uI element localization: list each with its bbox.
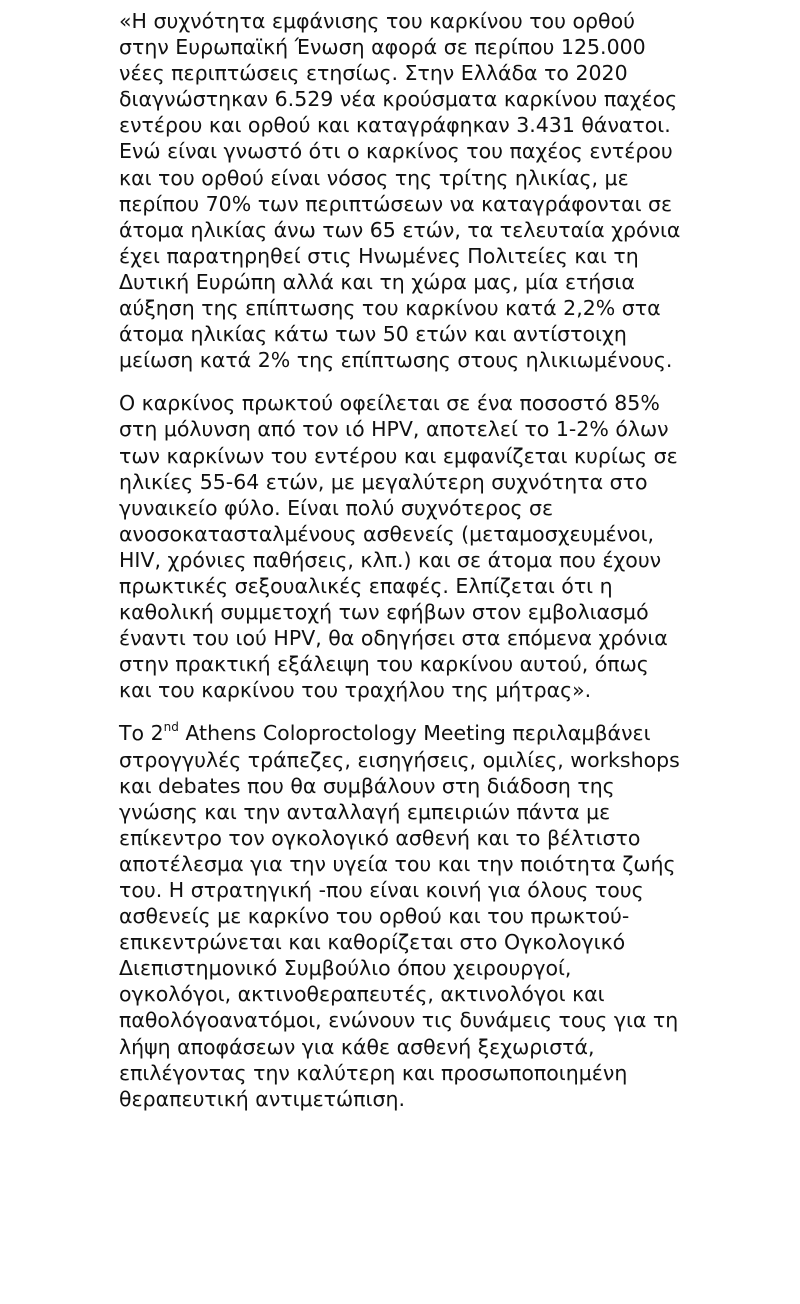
paragraph-anal-cancer: Ο καρκίνος πρωκτού οφείλεται σε ένα ποσοστό 85% στη μόλυνση από τον ιό HPV, αποτελεί το 1-2% όλων των καρκίνων του εντέρου και εμφανίζεται κυρίως σε ηλικίες 55-64 ετών, με μεγαλύτερη συχνότητα στο γυναικείο φύλο. Είναι πολύ συχνότερος σε ανοσοκατασταλμένους ασθενείς (μεταμοσχευμένοι, HIV, χρόνιες παθήσεις, κλπ.) και σε άτομα που έχουν πρωκτικές σεξουαλικές επαφές. Ελπίζεται ότι η καθολική συμμετοχή των εφήβων στον εμβολιασμό έναντι του ιού HPV, θα οδηγήσει στα επόμενα χρόνια στην πρακτική εξάλειψη του καρκίνου αυτού, όπως και του καρκίνου του τραχήλου της μήτρας». bbox=[119, 391, 678, 703]
paragraph-meeting-description bbox=[119, 720, 682, 1111]
meeting-description-text: Athens Coloproctology Meeting περιλαμβάνει στρογγυλές τράπεζες, εισηγήσεις, ομιλίες, workshops και debates που θα συμβάλουν στη διάδοση της γνώσης και την ανταλλαγή εμπειριών πάντα με επίκεντρο τον ογκολογικό ασθενή και το βέλτιστο αποτέλεσμα για την υγεία του και την ποιότητα ζωής του. Η στρατηγική -που είναι κοινή για όλους τους ασθενείς με καρκίνο του ορθού και του πρωκτού- επικεντρώνεται και καθορίζεται στο Ογκολογικό Διεπιστημονικό Συμβούλιο όπου χειρουργοί, ογκολόγοι, ακτινοθεραπευτές, ακτινολόγοι και παθολόγοανατόμοι, ενώνουν τις δυνάμεις τους για τη λήψη αποφάσεων για κάθε ασθενή ξεχωριστά, επιλέγοντας την καλύτερη και προσωποποιημένη θεραπευτική αντιμετώπιση. bbox=[119, 721, 680, 1111]
meeting-name-lead: Το 2 bbox=[119, 721, 164, 746]
paragraph-incidence-statistics: «Η συχνότητα εμφάνισης του καρκίνου του ορθού στην Ευρωπαϊκή Ένωση αφορά σε περίπου 125.000 νέες περιπτώσεις ετησίως. Στην Ελλάδα το 2020 διαγνώστηκαν 6.529 νέα κρούσματα καρκίνου παχέος εντέρου και ορθού και καταγράφηκαν 3.431 θάνατοι. Ενώ είναι γνωστό ότι ο καρκίνος του παχέος εντέρου και του ορθού είναι νόσος της τρίτης ηλικίας, με περίπου 70% των περιπτώσεων να καταγράφονται σε άτομα ηλικίας άνω των 65 ετών, τα τελευταία χρόνια έχει παρατηρηθεί στις Ηνωμένες Πολιτείες και τη Δυτική Ευρώπη αλλά και τη χώρα μας, μία ετήσια αύξηση της επίπτωσης του καρκίνου κατά 2,2% στα άτομα ηλικίας κάτω των 50 ετών και αντίστοιχη μείωση κατά 2% της επίπτωσης στους ηλικιωμένους. bbox=[119, 9, 681, 373]
ordinal-superscript: nd bbox=[163, 719, 179, 734]
